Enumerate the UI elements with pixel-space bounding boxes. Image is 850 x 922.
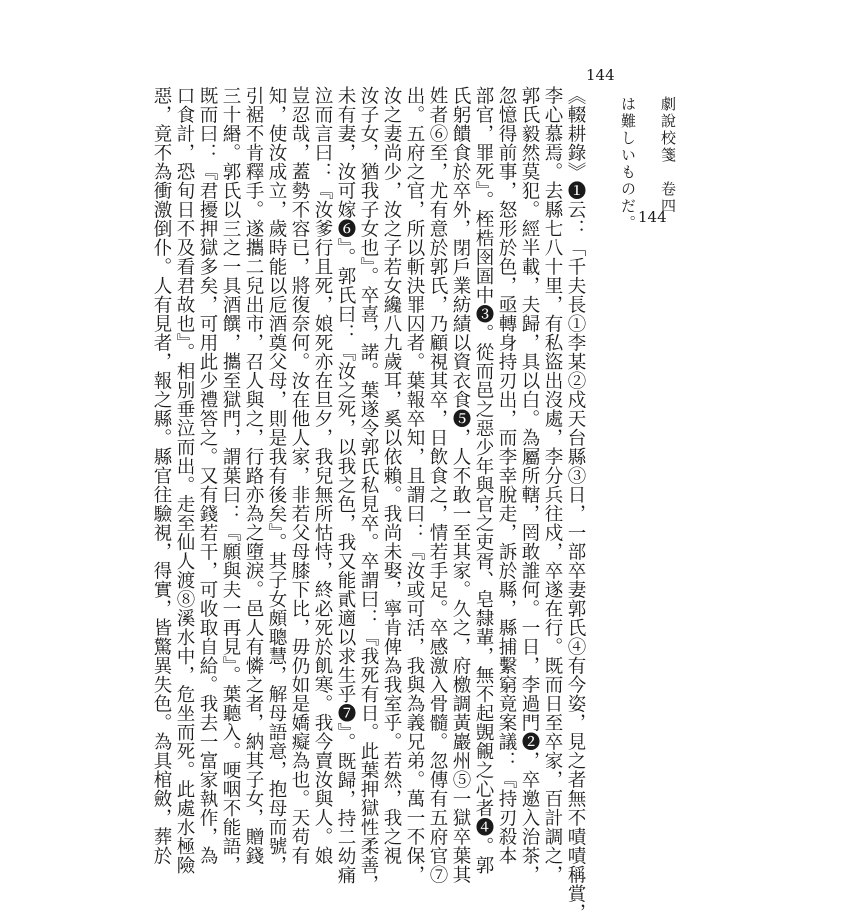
running-title: 劇說校箋 卷四 [659,96,677,215]
text-column: 汝子女，猶我子女也』。卒喜，諾。葉遂令郭氏私見卒。卒謂曰：『我死有日。此葉押獄性柔善， [358,86,379,894]
text-column: 《輟耕錄》❶云：「千夫長①李某②戍天台縣③日，一部卒妻郭氏④有今姿，見之者無不嘖嘖稱賞， [565,86,586,922]
text-column: 豈忍哉，蓋勢不容已，將復奈何。汝在他人家，非若父母膝下比，毋仍如是嬌癡為也。天苟有 [289,86,310,865]
text-column: 姓者⑥至，尤有意於郭氏，乃顧視其卒，日飲食之，情若手足。卒感激入骨髓。忽傳有五府官⑦ [427,86,448,884]
text-column: 忽憶得前事，怒形於色，亟轉身持刃出，而李幸脫走，訴於縣，縣捕繫窮竟案議：『持刃殺本 [496,86,517,865]
text-column: 惡，竟不為衝激倒仆。人有見者，報之縣。縣官往驗視，得實，皆驚異失色。為具棺斂，葬於 [151,86,172,865]
text-column: 引裾不肯釋手。遂攜二兒出市，召人與之，行路亦為之墮淚。邑人有憐之者，納其子女，贈錢 [243,86,264,865]
text-column: 泣而言曰：『汝爹行且死，娘死亦在旦夕，我兒無所怙恃，終必死於飢寒。我今賣汝與人。娘 [312,86,333,865]
text-column: 知，使汝成立，歲時能以卮酒奠父母，則是我有後矣』。其子女頗聰慧，解母語意，抱母而號， [266,86,287,875]
text-column: 氏躬饋食於卒外，閉戶業紡績以資衣食❺，人不敢一至其家。久之，府檄調黃巖州⑤一獄卒葉其 [450,86,471,884]
text-column: 郭氏毅然莫犯。經半載，夫歸，具以白。為屬所轄，罔敢誰何。一日，李過門❷，卒邀入治茶， [519,86,540,884]
page-number-side: 144 [638,208,667,226]
page-number-top: 144 [586,66,615,84]
text-column: 李心慕焉。去縣七八十里，有私盜出沒處，李分兵往戍，卒遂在行。既而日至卒家，百計調之， [542,86,563,884]
text-column: 三十緡。郭氏以三之一具酒饌，攜至獄門，謂葉曰：『願與夫一再見』。葉聽入。哽咽不能語， [220,86,241,875]
text-column: 口食計，恐旬日不及看君故也』。相別垂泣而出。走至仙人渡⑧溪水中，危坐而死。此處水極險 [174,86,195,875]
text-column: 部官，罪死』。桎梏囹圄中❸。從而邑之惡少年與官之吏胥、皂隸輩，無不起覬覦之心者❹。郭 [473,86,494,875]
text-column: 出。五府之官，所以斬決罪囚者。葉報卒知，且謂曰：『汝或可活，我與為義兄弟。萬一不保， [404,86,425,884]
text-column: 既而曰：『君擾押獄多矣，可用此少禮答之。又有錢若干，可收取自給。我去一富家執作，為 [197,86,218,865]
note-line: は難しいものだ。 [619,96,637,232]
text-column: 未有妻，汝可嫁❻』。郭氏曰：『汝之死，以我之色，我又能貳適以求生乎❼』。既歸，持二幼痛 [335,86,356,885]
text-column: 汝之妻尚少，汝之子若女纔八九歲耳，奚以依賴。我尚未娶，寧肯俾為我室乎。若然，我之視 [381,86,402,865]
